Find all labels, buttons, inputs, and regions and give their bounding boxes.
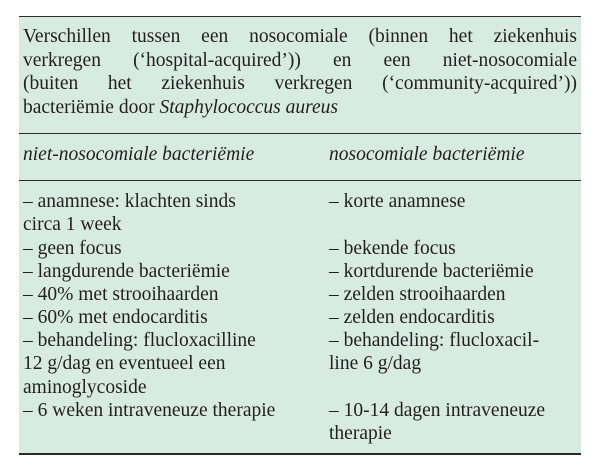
caption-line-1: Verschillen tussen een nosocomiale (binnen het ziekenhuis	[23, 26, 577, 47]
caption-line-4	[23, 96, 577, 120]
caption-line-3: (buiten het ziekenhuis verkregen (‘community-acquired’))	[23, 73, 577, 94]
row-1-left	[23, 190, 236, 237]
row-5-left: – 60% met endocarditis	[23, 307, 208, 328]
row-6-right	[329, 329, 539, 376]
row-6-left-line-1: – behandeling: flucloxacilline	[23, 330, 256, 351]
comparison-table	[19, 16, 581, 455]
row-2-left: – geen focus	[23, 238, 122, 259]
row-3-left: – langdurende bacteriëmie	[23, 261, 230, 282]
row-7-right-line-2: therapie	[329, 423, 392, 445]
row-7-right	[329, 399, 545, 446]
caption-species-name: Staphylococcus aureus	[159, 96, 338, 118]
table-caption	[23, 25, 577, 119]
row-4-right: – zelden strooihaarden	[329, 284, 506, 305]
row-7-right-line-1: – 10-14 dagen intraveneuze	[329, 400, 546, 421]
column-header-hospital-acquired: nosocomiale bacteriëmie	[329, 144, 525, 165]
column-header-community-acquired: niet-nosocomiale bacteriëmie	[23, 144, 255, 165]
row-3-right: – kortdurende bacteriëmie	[329, 261, 534, 282]
row-6-left	[23, 329, 256, 399]
row-2-right: – bekende focus	[329, 238, 456, 259]
row-1-right-line-1: – korte anamnese	[329, 191, 466, 212]
caption-line-2: verkregen (‘hospital-acquired’)) en een niet-nosocomiale	[23, 49, 577, 71]
row-6-left-line-3: aminoglycoside	[23, 376, 147, 398]
header-top-rule	[19, 133, 581, 134]
row-1-left-line-2: circa 1 week	[23, 214, 122, 236]
header-bottom-rule	[19, 180, 581, 181]
row-6-right-line-1: – behandeling: flucloxacil-	[329, 330, 540, 351]
row-7-left-line-1: – 6 weken intraveneuze therapie	[23, 400, 276, 421]
caption-line-4-text: bacteriëmie door	[23, 96, 160, 118]
row-5-right: – zelden endocarditis	[329, 307, 495, 328]
row-6-left-line-2: 12 g/dag en eventueel een	[23, 353, 226, 375]
row-1-right	[329, 190, 465, 213]
row-1-left-line-1: – anamnese: klachten sinds	[23, 191, 236, 212]
row-6-right-line-2: line 6 g/dag	[329, 353, 422, 375]
row-7-left	[23, 399, 275, 422]
row-4-left: – 40% met strooihaarden	[23, 284, 219, 305]
